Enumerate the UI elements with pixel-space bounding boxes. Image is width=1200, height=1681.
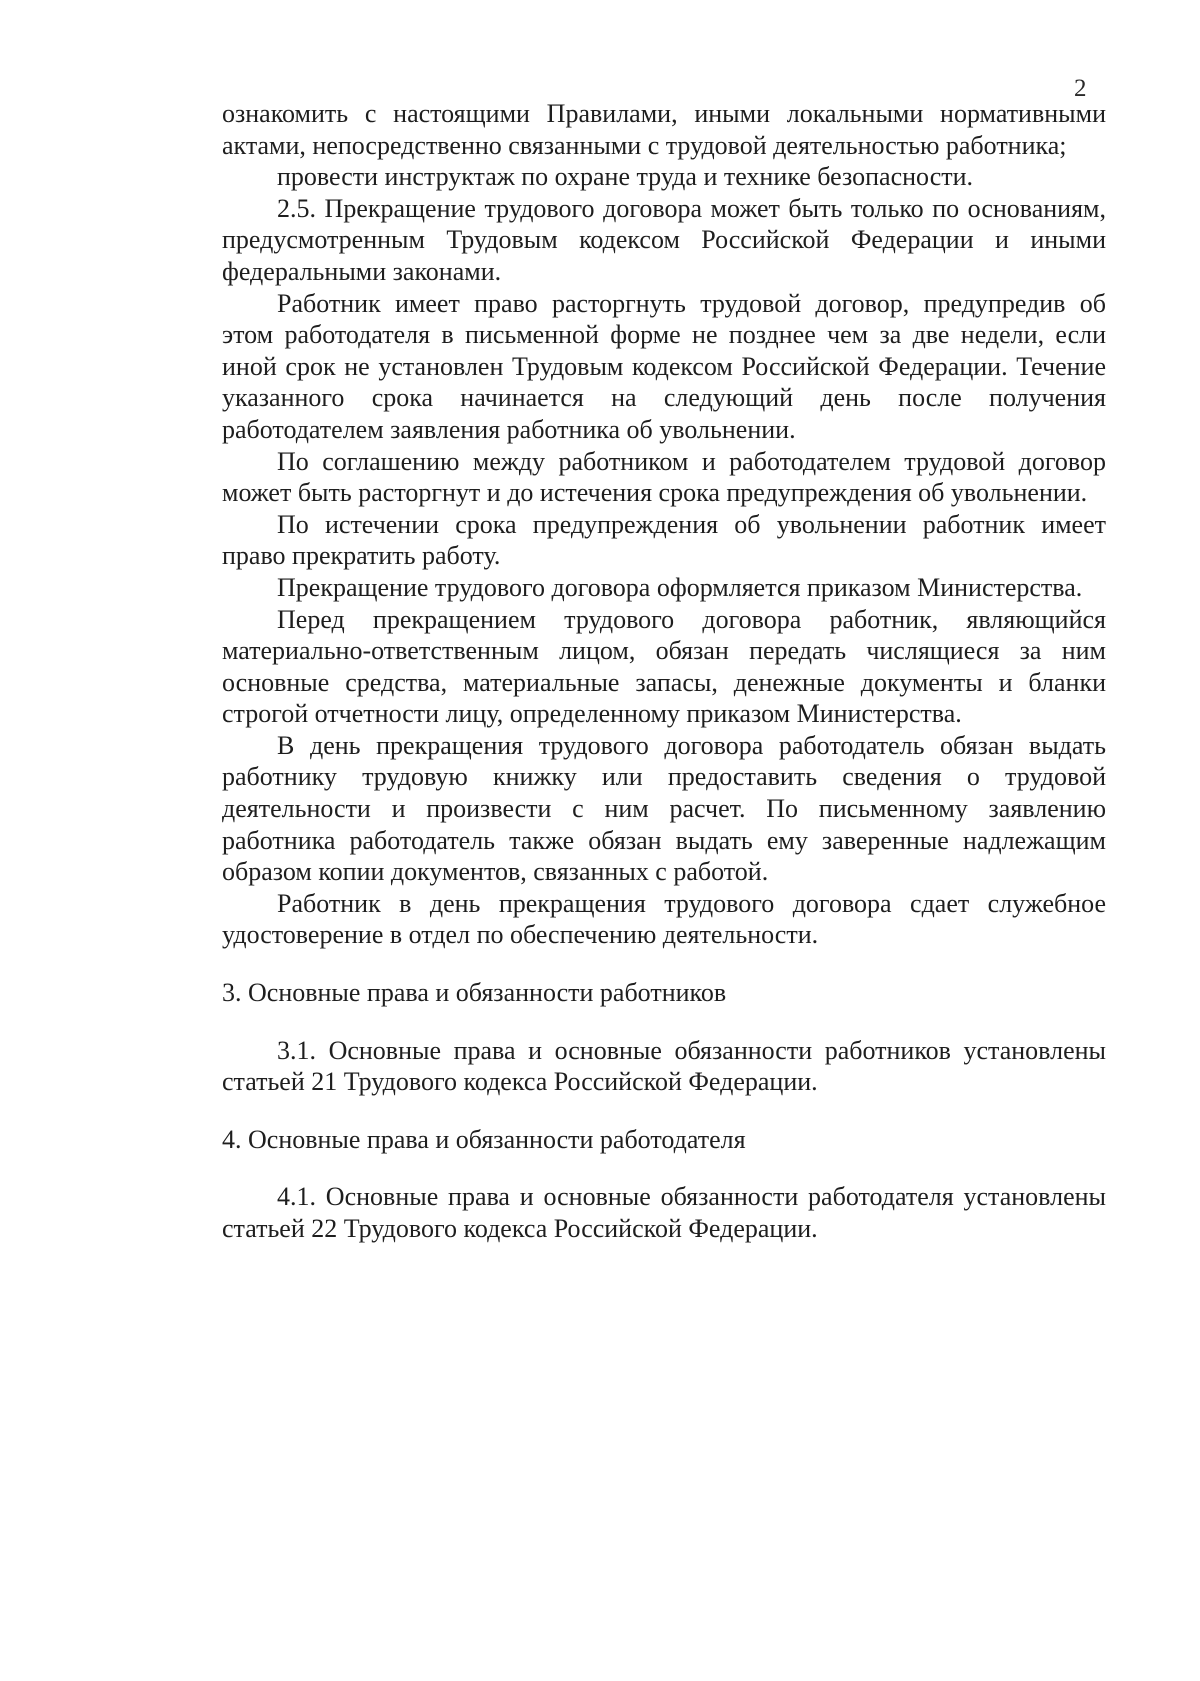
paragraph-clause-3-1: 3.1. Основные права и основные обязанности работников установлены статьей 21 Трудового кодекса Российской Федерации. (222, 1035, 1106, 1097)
paragraph: Работник в день прекращения трудового договора сдает служебное удостоверение в отдел по обеспечению деятельности. (222, 888, 1106, 950)
paragraph-clause-2-5: 2.5. Прекращение трудового договора может быть только по основаниям, предусмотренным Трудовым кодексом Российской Федерации и иными федеральными законами. (222, 193, 1106, 286)
paragraph: Прекращение трудового договора оформляется приказом Министерства. (277, 572, 1083, 602)
document-body (222, 98, 1106, 1245)
paragraph: провести инструктаж по охране труда и технике безопасности. (277, 162, 974, 192)
section-4-heading: 4. Основные права и обязанности работодателя (222, 1124, 746, 1154)
section-3-heading: 3. Основные права и обязанности работников (222, 978, 727, 1008)
paragraph: По истечении срока предупреждения об увольнении работник имеет право прекратить работу. (222, 509, 1106, 571)
paragraph-clause-4-1: 4.1. Основные права и основные обязанности работодателя установлены статьей 22 Трудового кодекса Российской Федерации. (222, 1182, 1106, 1243)
paragraph: ознакомить с настоящими Правилами, иными локальными нормативными актами, непосредственно связанными с трудовой деятельностью работника; (222, 99, 1106, 160)
page-number: 2 (1074, 75, 1087, 102)
paragraph: В день прекращения трудового договора работодатель обязан выдать работнику трудовую книжку или предоставить сведения о трудовой деятельности и произвести с ним расчет. По письменному заявлению работника работодатель также обязан выдать ему заверенные надлежащим образом копии документов, связанных с работой. (222, 730, 1106, 887)
paragraph: По соглашению между работником и работодателем трудовой договор может быть расторгнут и до истечения срока предупреждения об увольнении. (222, 446, 1106, 508)
paragraph: Перед прекращением трудового договора работник, являющийся материально-ответственным лицом, обязан передать числящиеся за ним основные средства, материальные запасы, денежные документы и бланки строгой отчетности лицу, определенному приказом Министерства. (222, 604, 1106, 729)
paragraph: Работник имеет право расторгнуть трудовой договор, предупредив об этом работодателя в письменной форме не позднее чем за две недели, если иной срок не установлен Трудовым кодексом Российской Федерации. Течение указанного срока начинается на следующий день после получения работодателем заявления работника об увольнении. (222, 288, 1106, 444)
